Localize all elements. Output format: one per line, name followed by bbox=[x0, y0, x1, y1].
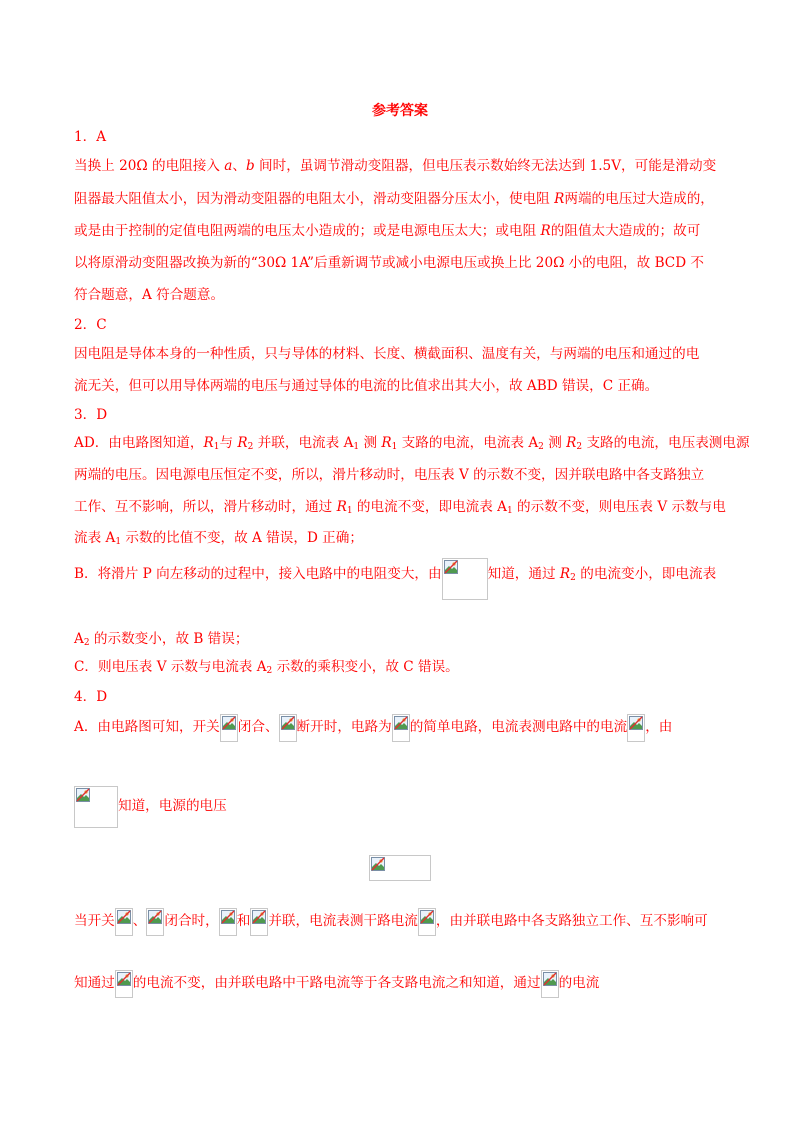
broken-image-icon bbox=[543, 972, 557, 986]
q2-line-2: 流无关，但可以用导体两端的电压与通过导体的电流的比值求出其大小，故 ABD 错误，C 正确。 bbox=[74, 378, 659, 394]
formula-image bbox=[627, 714, 645, 742]
broken-image-icon bbox=[629, 716, 643, 730]
formula-image bbox=[220, 714, 238, 742]
q4-line-c: 知通过 的电流不变，由并联电路中干路电流等于各支路电流之和知道，通过 的电流 bbox=[74, 968, 599, 998]
broken-image-icon bbox=[221, 910, 235, 924]
q1-line-4: 以将原滑动变阻器改换为新的“30Ω 1A”后重新调节或减小电源电压或换上比 20Ω 小的电阻，故 BCD 不 bbox=[74, 255, 705, 271]
q1-line-5: 符合题意，A 符合题意。 bbox=[74, 287, 225, 303]
formula-image bbox=[74, 786, 118, 828]
broken-image-icon bbox=[252, 910, 266, 924]
q4-line-b: 当开关 、 闭合时， 和 并联，电流表测干路电流 ，由并联电路中各支路独立工作、互不影响可 bbox=[74, 906, 708, 936]
q1-number: 1．A bbox=[74, 129, 107, 145]
formula-image bbox=[279, 714, 297, 742]
broken-image-icon bbox=[76, 788, 90, 802]
formula-image bbox=[541, 970, 559, 998]
formula-image bbox=[250, 908, 268, 936]
formula-image bbox=[392, 714, 410, 742]
q1-line-1: 当换上 20Ω 的电阻接入 a、b 间时，虽调节滑动变阻器，但电压表示数始终无法达到 1.5V，可能是滑动变 bbox=[74, 158, 717, 174]
q3-line-1: AD．由电路图知道，$R_1$与 $R_2$ 并联，电流表 $A_1$ 测 $R_1$ 支路的电流，电流表 $A_2$ 测 $R_2$ 支路的电流，电压表测电源 bbox=[74, 435, 750, 452]
q2-number: 2．C bbox=[74, 317, 107, 333]
broken-image-icon bbox=[444, 560, 458, 574]
formula-image bbox=[442, 558, 488, 600]
broken-image-icon bbox=[394, 716, 408, 730]
q3-line-b2: $A_2$ 的示数变小，故 B 错误； bbox=[74, 631, 249, 648]
q3-line-c: C．则电压表 V 示数与电流表 $A_2$ 示数的乘积变小，故 C 错误。 bbox=[74, 659, 459, 676]
q3-line-2: 两端的电压。因电源电压恒定不变，所以，滑片移动时，电压表 V 的示数不变，因并联电路中各支路独立 bbox=[74, 467, 705, 483]
q3-line-4: 流表 $A_1$ 示数的比值不变，故 A 错误，D 正确； bbox=[74, 530, 363, 547]
q4-line-a: A．由电路图可知，开关 闭合、 断开时，电路为 的简单电路，电流表测电路中的电流 ，由 bbox=[74, 712, 672, 742]
formula-image bbox=[418, 908, 436, 936]
q3-line-3: 工作、互不影响，所以，滑片移动时，通过 $R_1$ 的电流不变，即电流表 $A_1$ 的示数不变，则电压表 V 示数与电 bbox=[74, 499, 726, 516]
broken-image-icon bbox=[222, 716, 236, 730]
broken-image-icon bbox=[117, 910, 131, 924]
q2-line-1: 因电阻是导体本身的一种性质，只与导体的材料、长度、横截面积、温度有关，与两端的电压和通过的电 bbox=[74, 346, 700, 362]
page-title: 参考答案 bbox=[372, 103, 428, 119]
q1-line-2: 阻器最大阻值太小，因为滑动变阻器的电阻太小，滑动变阻器分压太小，使电阻 R两端的电压过大造成的， bbox=[74, 191, 714, 207]
formula-image bbox=[115, 908, 133, 936]
broken-image-icon bbox=[117, 972, 131, 986]
q3-number: 3．D bbox=[74, 407, 108, 423]
formula-image bbox=[146, 908, 164, 936]
q1-line-3: 或是由于控制的定值电阻两端的电压太小造成的；或是电源电压太大；或电阻 R的阻值太大造成的；故可 bbox=[74, 223, 701, 239]
broken-image-icon bbox=[371, 857, 385, 871]
q3-line-b: B．将滑片 P 向左移动的过程中，接入电路中的电阻变大，由 知道，通过 $R_2$ 的电流变小，即电流表 bbox=[74, 552, 716, 600]
broken-image-icon bbox=[148, 910, 162, 924]
q4-number: 4．D bbox=[74, 689, 108, 705]
formula-image bbox=[219, 908, 237, 936]
broken-image-icon bbox=[281, 716, 295, 730]
formula-image bbox=[115, 970, 133, 998]
formula-image bbox=[369, 855, 431, 881]
broken-image-icon bbox=[420, 910, 434, 924]
q4-line-a2: 知道，电源的电压 bbox=[74, 784, 227, 828]
